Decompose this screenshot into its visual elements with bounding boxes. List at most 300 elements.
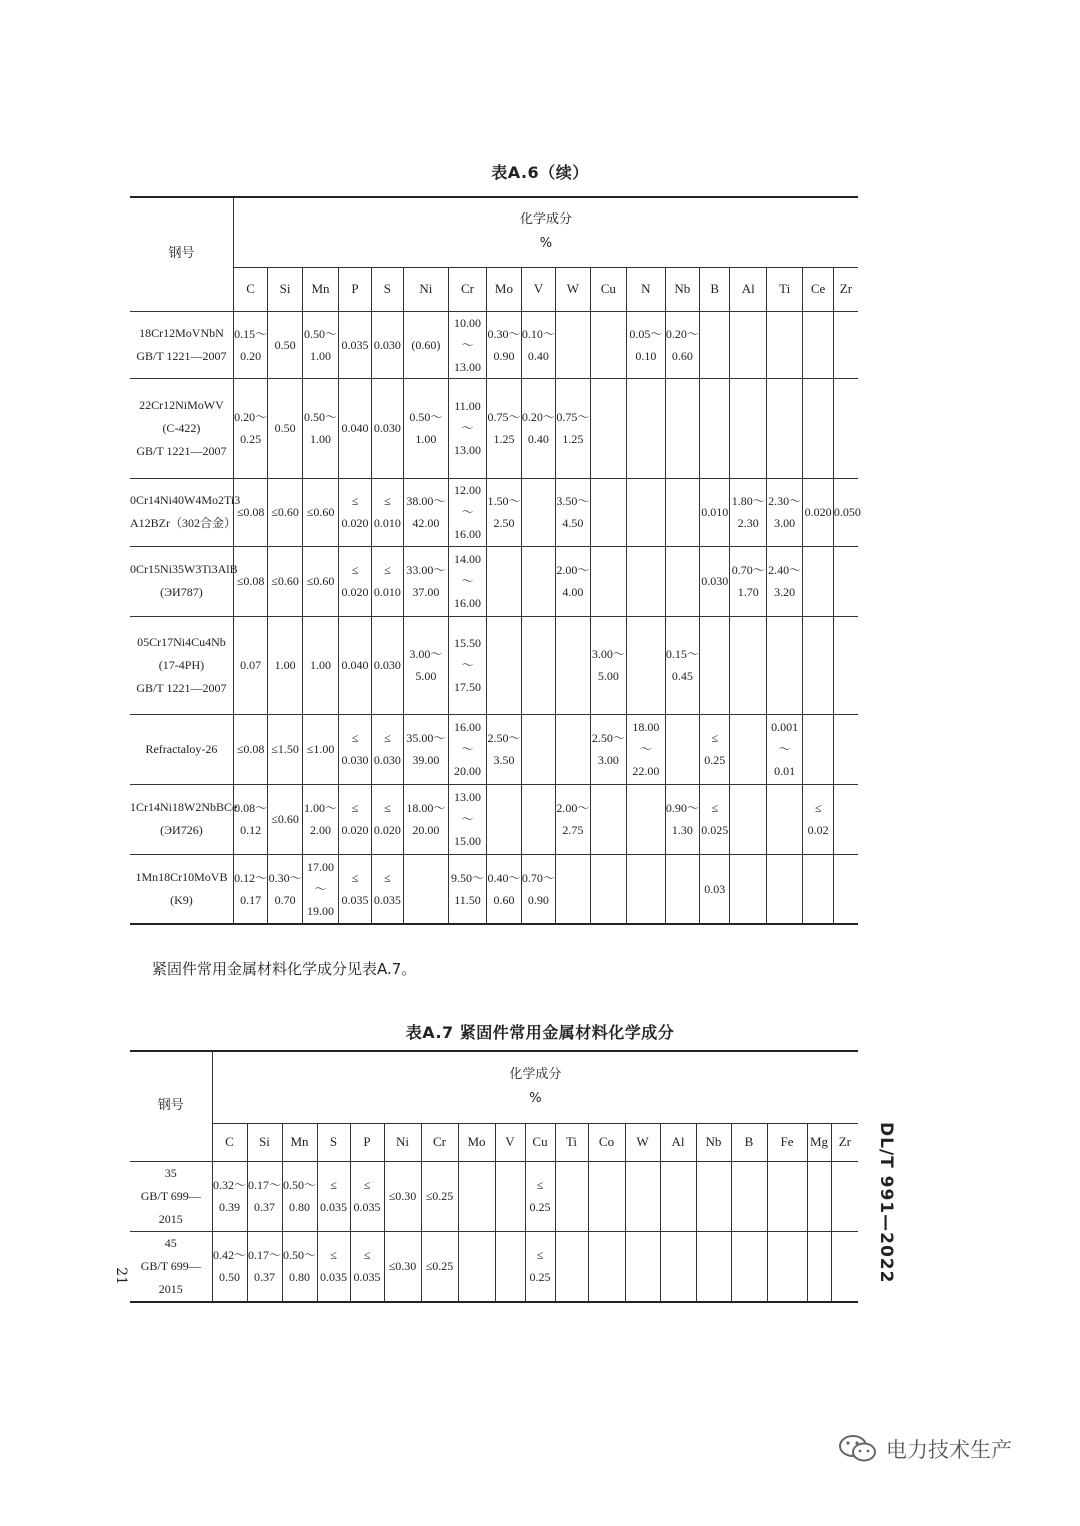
value-text: 0.030: [373, 421, 401, 435]
value-cell-b: [700, 311, 730, 378]
element-header-cu: Cu: [590, 267, 626, 311]
steel-grade-text: 0Cr15Ni35W3Ti3AlB (ЭИ787): [130, 562, 238, 599]
value-cell-ti: [555, 1231, 588, 1302]
value-text: 0.15～ 0.20: [234, 326, 268, 363]
value-text: 0.30～ 0.70: [268, 870, 302, 907]
value-text: 0.30～ 0.90: [487, 326, 521, 363]
value-text: ≤0.60: [271, 812, 299, 826]
value-cell-ni: [384, 1161, 421, 1231]
element-header-co: Co: [588, 1123, 625, 1161]
element-header-n: N: [627, 267, 666, 311]
value-cell-ti: [766, 546, 802, 616]
value-cell-cr: [448, 311, 487, 378]
value-cell-n: [627, 784, 666, 854]
value-cell-cr: [448, 378, 487, 478]
value-cell-ce: [803, 546, 833, 616]
value-cell-nb: [665, 378, 699, 478]
value-cell-cu: [525, 1161, 555, 1231]
value-cell-cr: [448, 784, 487, 854]
page-number: 21: [113, 1267, 129, 1285]
value-cell-c: [233, 616, 267, 714]
value-text: 0.030: [373, 337, 401, 352]
value-cell-si: [268, 714, 302, 784]
value-cell-zr: [833, 784, 858, 854]
value-cell-p: [339, 546, 371, 616]
value-cell-c: [212, 1161, 247, 1231]
element-header-cr: Cr: [421, 1123, 458, 1161]
element-header-v: V: [495, 1123, 525, 1161]
value-cell-si: [268, 311, 302, 378]
value-cell-cu: [590, 311, 626, 378]
element-header-zr: Zr: [833, 267, 858, 311]
value-cell-mn: [302, 714, 338, 784]
value-text: ≤0.08: [236, 742, 265, 756]
element-header-al: Al: [730, 267, 766, 311]
element-header-s: S: [317, 1123, 350, 1161]
value-cell-cu: [590, 616, 626, 714]
value-text: 0.03: [704, 881, 726, 896]
value-text: 35.00～ 39.00: [406, 731, 446, 767]
value-text: 18.00～ 22.00: [632, 720, 660, 778]
value-text: 0.17～ 0.37: [247, 1248, 281, 1284]
value-cell-mo: [487, 378, 521, 478]
value-text: ≤ 0.035: [320, 1248, 347, 1284]
value-cell-ni: [404, 616, 449, 714]
value-text: ≤0.08: [236, 574, 265, 588]
value-cell-mn: [302, 784, 338, 854]
value-text: 0.50～ 0.80: [282, 1248, 316, 1284]
value-cell-mn: [302, 478, 338, 546]
value-cell-zr: [833, 311, 858, 378]
table-row: [130, 1231, 858, 1302]
value-cell-al: [730, 478, 766, 546]
value-text: ≤1.50: [271, 742, 299, 756]
value-text: 1.00～ 2.00: [304, 801, 338, 837]
value-cell-w: [556, 311, 590, 378]
value-cell-ti: [766, 854, 802, 924]
element-header-zr: Zr: [831, 1123, 858, 1161]
value-cell-si: [268, 546, 302, 616]
value-text: 0.75～ 1.25: [556, 410, 590, 446]
value-text: 0.32～ 0.39: [212, 1178, 246, 1214]
value-cell-ni: [404, 311, 449, 378]
value-cell-fe: [767, 1231, 807, 1302]
value-cell-mo: [487, 714, 521, 784]
steel-grade-cell: [130, 854, 233, 924]
table-row: [130, 478, 858, 546]
value-text: 0.15～ 0.45: [665, 647, 699, 683]
chemical-composition-header: 化学成分 %: [233, 197, 858, 267]
value-cell-cu: [590, 546, 626, 616]
element-header-row: [130, 1123, 858, 1161]
value-text: 3.50～ 4.50: [556, 494, 590, 530]
element-header-c: C: [233, 267, 267, 311]
value-cell-s: [317, 1161, 350, 1231]
value-cell-v: [521, 546, 555, 616]
value-cell-si: [268, 784, 302, 854]
value-text: 0.10～ 0.40: [521, 326, 555, 363]
value-cell-al: [730, 784, 766, 854]
value-text: 0.50～ 1.00: [304, 326, 338, 363]
standard-code: DL/T 991—2022: [876, 1122, 896, 1284]
value-text: 0.08～ 0.12: [234, 801, 268, 837]
value-text: ≤0.30: [388, 1189, 417, 1203]
value-text: 0.50: [274, 337, 296, 352]
value-text: 2.30～ 3.00: [768, 494, 802, 530]
steel-grade-cell: [130, 378, 233, 478]
value-cell-ce: [803, 854, 833, 924]
value-cell-zr: [833, 378, 858, 478]
value-text: 0.70～ 0.90: [521, 870, 555, 907]
value-text: (0.60): [411, 337, 441, 352]
value-cell-cu: [590, 714, 626, 784]
value-cell-mo: [487, 546, 521, 616]
table-row: [130, 311, 858, 378]
value-cell-v: [521, 311, 555, 378]
value-text: 0.50～ 1.00: [304, 410, 338, 446]
value-cell-s: [371, 854, 403, 924]
value-cell-si: [268, 616, 302, 714]
value-cell-s: [371, 546, 403, 616]
value-cell-mn: [302, 311, 338, 378]
steel-grade-text: 22Cr12NiMoWV (C-422) GB/T 1221—2007: [136, 397, 227, 458]
value-cell-mo: [487, 311, 521, 378]
element-header-b: B: [731, 1123, 767, 1161]
value-cell-zr: [831, 1231, 858, 1302]
value-cell-v: [521, 378, 555, 478]
value-cell-ce: [803, 378, 833, 478]
value-cell-ce: [803, 616, 833, 714]
value-text: ≤ 0.020: [341, 801, 369, 837]
element-header-si: Si: [247, 1123, 282, 1161]
value-cell-cr: [448, 616, 487, 714]
value-text: 0.50～ 1.00: [409, 410, 443, 446]
value-cell-nb: [665, 854, 699, 924]
value-cell-mo: [487, 616, 521, 714]
value-cell-b: [700, 616, 730, 714]
element-header-b: B: [700, 267, 730, 311]
value-cell-v: [495, 1231, 525, 1302]
table-a6-caption: 表A.6（续）: [491, 163, 589, 182]
value-text: 17.00～ 19.00: [307, 859, 335, 918]
steel-grade-text: 1Mn18Cr10MoVB (K9): [135, 869, 228, 907]
value-cell-mo: [487, 478, 521, 546]
value-cell-s: [371, 311, 403, 378]
value-cell-mn: [302, 378, 338, 478]
value-text: 11.00～ 13.00: [453, 399, 481, 457]
value-cell-ce: [803, 714, 833, 784]
value-cell-cu: [590, 854, 626, 924]
value-cell-n: [627, 616, 666, 714]
value-text: ≤0.08: [236, 505, 265, 519]
value-cell-mn: [282, 1161, 317, 1231]
value-cell-w: [556, 784, 590, 854]
element-header-ti: Ti: [766, 267, 802, 311]
value-cell-w: [556, 546, 590, 616]
value-cell-ni: [404, 546, 449, 616]
value-cell-p: [339, 854, 371, 924]
value-text: 14.00～ 16.00: [453, 552, 481, 610]
value-cell-ni: [404, 784, 449, 854]
value-text: 15.50～ 17.50: [453, 636, 481, 694]
steel-grade-cell: [130, 1161, 212, 1231]
value-cell-c: [233, 854, 267, 924]
value-cell-mg: [807, 1161, 831, 1231]
value-cell-w: [625, 1161, 660, 1231]
value-text: ≤1.00: [306, 742, 335, 756]
value-text: 0.90～ 1.30: [665, 801, 699, 837]
element-header-ni: Ni: [384, 1123, 421, 1161]
element-header-fe: Fe: [767, 1123, 807, 1161]
value-cell-ce: [803, 784, 833, 854]
value-cell-mo: [458, 1231, 495, 1302]
steel-grade-text: 0Cr14Ni40W4Mo2Ti3 A12BZr（302合金）: [130, 493, 241, 530]
value-cell-ti: [766, 378, 802, 478]
value-cell-cr: [421, 1231, 458, 1302]
value-text: ≤ 0.020: [373, 801, 401, 837]
value-text: 9.50～ 11.50: [450, 870, 484, 907]
steel-grade-text: 1Cr14Ni18W2NbBCe (ЭИ726): [130, 800, 238, 837]
value-text: 0.75～ 1.25: [487, 410, 521, 446]
value-text: ≤0.25: [425, 1259, 454, 1273]
value-cell-b: [731, 1161, 767, 1231]
value-text: 0.50: [274, 421, 296, 435]
table-row: [130, 714, 858, 784]
table-a7-caption: 表A.7 紧固件常用金属材料化学成分: [405, 1023, 675, 1042]
value-cell-c: [233, 546, 267, 616]
value-text: 1.80～ 2.30: [731, 494, 765, 530]
value-cell-cr: [448, 854, 487, 924]
value-cell-ti: [766, 311, 802, 378]
value-cell-zr: [833, 854, 858, 924]
value-text: 38.00～ 42.00: [406, 494, 446, 530]
value-text: ≤ 0.25: [529, 1178, 551, 1214]
value-cell-si: [247, 1161, 282, 1231]
value-cell-zr: [833, 616, 858, 714]
element-header-nb: Nb: [665, 267, 699, 311]
value-cell-nb: [696, 1161, 731, 1231]
value-text: 0.70～ 1.70: [731, 563, 765, 599]
element-header-mg: Mg: [807, 1123, 831, 1161]
value-cell-b: [700, 854, 730, 924]
value-cell-s: [371, 714, 403, 784]
value-cell-mo: [458, 1161, 495, 1231]
value-cell-ni: [404, 478, 449, 546]
value-cell-w: [556, 854, 590, 924]
element-header-w: W: [625, 1123, 660, 1161]
value-text: 0.010: [701, 505, 729, 519]
element-header-row: [130, 267, 858, 311]
value-cell-nb: [696, 1231, 731, 1302]
table-row: [130, 546, 858, 616]
value-text: 0.035: [341, 337, 369, 352]
table-row: [130, 784, 858, 854]
value-cell-ce: [803, 478, 833, 546]
value-cell-ti: [766, 616, 802, 714]
value-cell-b: [700, 478, 730, 546]
value-cell-v: [521, 616, 555, 714]
value-cell-al: [730, 616, 766, 714]
value-text: ≤ 0.020: [341, 563, 369, 599]
value-cell-v: [521, 478, 555, 546]
value-cell-v: [495, 1161, 525, 1231]
value-cell-zr: [833, 546, 858, 616]
element-header-cu: Cu: [525, 1123, 555, 1161]
value-cell-al: [730, 714, 766, 784]
value-cell-n: [627, 854, 666, 924]
value-cell-s: [371, 784, 403, 854]
value-text: 0.20～ 0.25: [234, 410, 268, 446]
watermark: [838, 1429, 1012, 1469]
value-cell-zr: [833, 714, 858, 784]
value-cell-mo: [487, 784, 521, 854]
value-text: 16.00～ 20.00: [453, 720, 481, 778]
value-cell-ti: [766, 784, 802, 854]
value-text: ≤0.30: [388, 1259, 417, 1273]
value-text: 18.00～ 20.00: [406, 801, 446, 837]
value-cell-mn: [302, 616, 338, 714]
value-text: ≤ 0.035: [353, 1178, 381, 1214]
element-header-cr: Cr: [448, 267, 487, 311]
value-text: ≤ 0.030: [373, 731, 401, 767]
value-cell-cr: [421, 1161, 458, 1231]
value-cell-v: [521, 714, 555, 784]
value-cell-cu: [590, 378, 626, 478]
steel-grade-cell: [130, 478, 241, 546]
value-cell-c: [233, 714, 267, 784]
value-text: 2.40～ 3.20: [768, 563, 802, 599]
value-text: ≤ 0.010: [373, 563, 401, 599]
value-cell-ti: [766, 714, 802, 784]
steel-grade-text: 18Cr12MoVNbN GB/T 1221—2007: [136, 325, 227, 363]
table-row: [130, 854, 858, 924]
value-text: 0.20～ 0.40: [521, 410, 555, 446]
element-header-v: V: [521, 267, 555, 311]
value-cell-ni: [404, 378, 449, 478]
value-cell-w: [625, 1231, 660, 1302]
table-row: [130, 378, 858, 478]
value-cell-p: [339, 478, 371, 546]
value-cell-c: [233, 478, 267, 546]
value-cell-fe: [767, 1161, 807, 1231]
value-cell-v: [521, 784, 555, 854]
table-a6: [130, 196, 861, 925]
element-header-ni: Ni: [404, 267, 449, 311]
value-cell-p: [339, 616, 371, 714]
value-cell-ni: [404, 714, 449, 784]
element-header-si: Si: [268, 267, 302, 311]
value-cell-ni: [404, 854, 449, 924]
value-text: 0.17～ 0.37: [247, 1178, 281, 1214]
steel-grade-cell: [130, 784, 238, 854]
value-cell-co: [588, 1231, 625, 1302]
table-row: [130, 1161, 858, 1231]
value-cell-p: [339, 714, 371, 784]
steel-grade-text: Refractaloy-26: [145, 741, 218, 756]
value-cell-cu: [525, 1231, 555, 1302]
element-header-s: S: [371, 267, 403, 311]
value-cell-p: [350, 1161, 384, 1231]
value-text: 0.40～ 0.60: [487, 870, 521, 907]
value-cell-nb: [665, 546, 699, 616]
value-cell-cu: [590, 784, 626, 854]
value-cell-n: [627, 546, 666, 616]
value-text: 13.00～ 15.00: [453, 790, 481, 848]
value-text: 0.20～ 0.60: [665, 326, 699, 363]
value-text: 0.001～ 0.01: [771, 720, 799, 778]
value-cell-co: [588, 1161, 625, 1231]
value-cell-nb: [665, 784, 699, 854]
value-text: 12.00～ 16.00: [453, 483, 481, 541]
value-text: 1.00: [310, 658, 332, 672]
value-text: 0.50～ 0.80: [282, 1178, 316, 1214]
value-text: ≤0.60: [306, 574, 335, 588]
element-header-mo: Mo: [458, 1123, 495, 1161]
value-text: 2.00～ 2.75: [556, 801, 590, 837]
value-cell-ce: [803, 311, 833, 378]
value-cell-cr: [448, 546, 487, 616]
value-cell-n: [627, 714, 666, 784]
value-text: 0.07: [240, 658, 262, 672]
value-cell-c: [233, 784, 267, 854]
value-cell-mn: [302, 854, 338, 924]
value-cell-mo: [487, 854, 521, 924]
value-text: ≤0.25: [425, 1189, 454, 1203]
value-text: ≤ 0.010: [373, 494, 401, 530]
value-text: ≤ 0.02: [807, 801, 829, 837]
value-cell-b: [700, 546, 730, 616]
value-cell-mn: [302, 546, 338, 616]
value-text: ≤ 0.030: [341, 731, 369, 767]
value-cell-si: [268, 854, 302, 924]
value-text: 0.020: [804, 505, 832, 519]
element-header-ti: Ti: [555, 1123, 588, 1161]
chemical-composition-header: 化学成分 %: [212, 1051, 858, 1123]
element-header-ce: Ce: [803, 267, 833, 311]
value-cell-n: [627, 378, 666, 478]
value-text: 0.050: [833, 505, 861, 519]
value-text: 0.030: [373, 658, 401, 672]
steel-grade-cell: [130, 311, 233, 378]
value-cell-p: [339, 311, 371, 378]
value-cell-al: [730, 854, 766, 924]
value-cell-w: [556, 378, 590, 478]
value-text: ≤0.60: [306, 505, 335, 519]
value-cell-al: [730, 546, 766, 616]
value-text: 3.00～ 5.00: [409, 647, 443, 683]
value-cell-p: [350, 1231, 384, 1302]
value-cell-s: [371, 616, 403, 714]
value-text: 1.00: [274, 658, 296, 672]
value-cell-al: [660, 1161, 696, 1231]
value-cell-c: [212, 1231, 247, 1302]
value-text: 1.50～ 2.50: [487, 494, 521, 530]
element-header-mn: Mn: [302, 267, 338, 311]
table-a7: [130, 1050, 858, 1303]
value-text: ≤ 0.25: [704, 731, 726, 767]
value-cell-v: [521, 854, 555, 924]
value-cell-w: [556, 616, 590, 714]
value-cell-al: [730, 378, 766, 478]
steel-grade-text: 35 GB/T 699—2015: [140, 1165, 201, 1226]
element-header-mn: Mn: [282, 1123, 317, 1161]
value-cell-p: [339, 784, 371, 854]
value-cell-p: [339, 378, 371, 478]
value-text: 3.00～ 5.00: [591, 647, 625, 683]
value-cell-w: [556, 714, 590, 784]
value-text: ≤ 0.035: [320, 1178, 347, 1214]
value-text: ≤0.60: [271, 574, 299, 588]
